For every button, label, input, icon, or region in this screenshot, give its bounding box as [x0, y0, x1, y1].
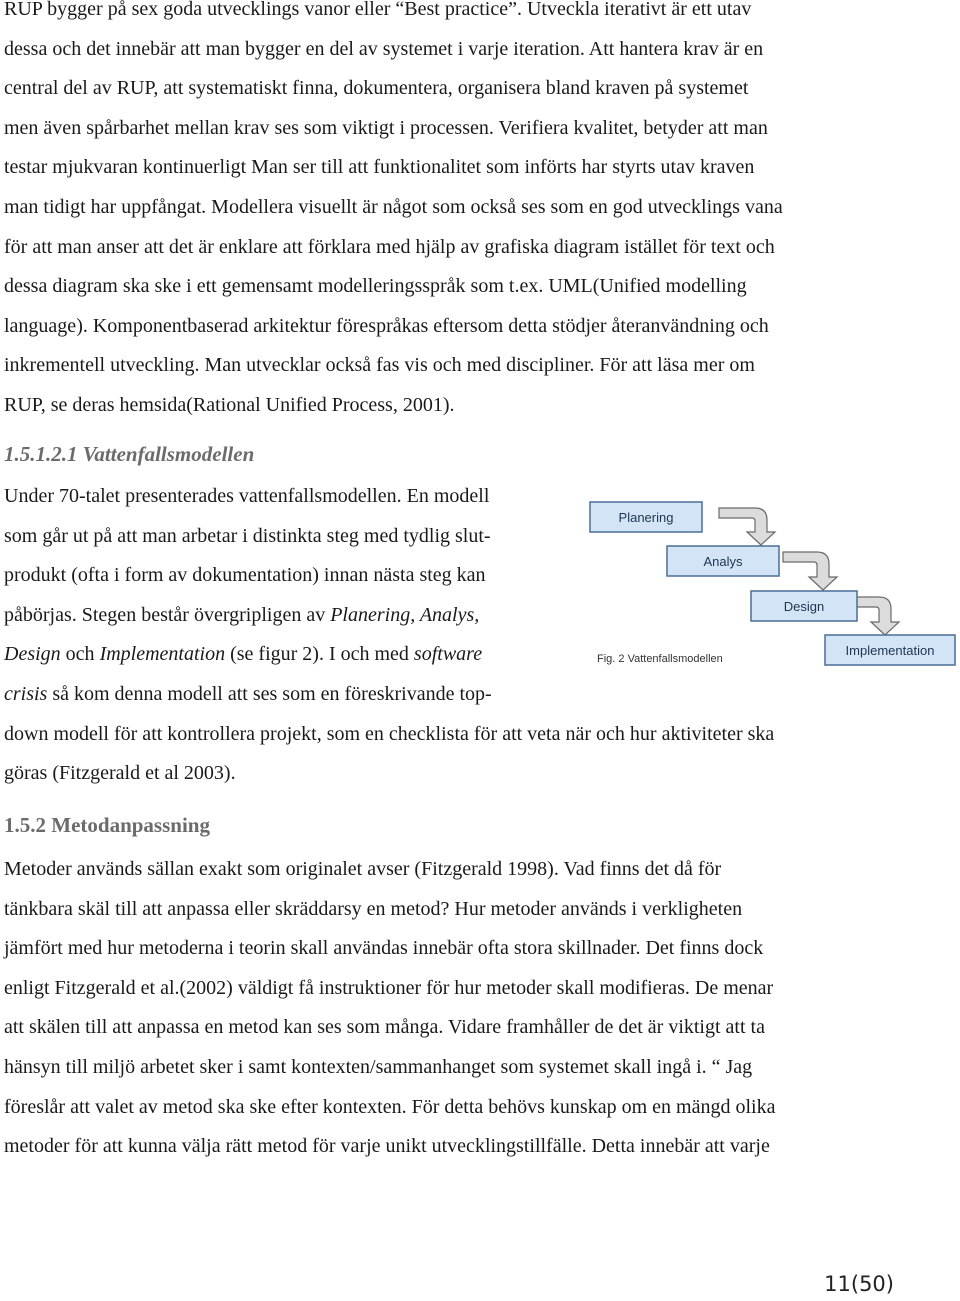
paragraph-method-adaptation [4, 850, 904, 1167]
text-line: enligt Fitzgerald et al.(2002) väldigt få instruktioner för hur metoder skall modifieras. De menar [4, 976, 774, 999]
text-line: language). Komponentbaserad arkitektur förespråkas eftersom detta stödjer återanvändning och [4, 314, 769, 337]
text-line: dessa och det innebär att man bygger en del av systemet i varje iteration. Att hantera krav är en [4, 37, 764, 60]
text-line: testar mjukvaran kontinuerligt Man ser till att funktionalitet som införts har styrts utav kraven [4, 156, 755, 179]
step-label-implementation: Implementation [845, 643, 935, 658]
text-line: metoder för att kunna välja rätt metod för varje unikt utvecklingstillfälle. Detta innebär att varje [4, 1135, 770, 1158]
step-label-analys: Analys [703, 554, 743, 569]
section-heading-waterfall: 1.5.1.2.1 Vattenfallsmodellen [4, 442, 255, 466]
text-segment-italic: Design [4, 643, 61, 666]
text-line: central del av RUP, att systematiskt finna, dokumentera, organisera bland kraven på systemet [4, 77, 749, 100]
text-line: RUP, se deras hemsida(Rational Unified Process, 2001). [4, 393, 455, 416]
text-line: hänsyn till miljö arbetet sker i samt kontexten/sammanhanget som systemet skall ingå i. “ Jag [4, 1055, 753, 1078]
text-line: dessa diagram ska ske i ett gemensamt modelleringsspråk som t.ex. UML(Unified modelling [4, 275, 747, 298]
text-segment: (se figur 2). I och med [225, 643, 414, 666]
text-segment: så kom denna modell att ses som en föreskrivande top- [47, 682, 492, 705]
text-line: jämfört med hur metoderna i teorin skall användas innebär ofta stora skillnader. Det finns dock [4, 937, 764, 960]
text-line: down modell för att kontrollera projekt, som en checklista för att veta när och hur aktiviteter ska [4, 722, 775, 745]
text-line: föreslår att valet av metod ska ske efter kontexten. För detta behövs kunskap om en mängd olika [4, 1095, 776, 1118]
text-line: för att man anser att det är enklare att förklara med hjälp av grafiska diagram istället för text och [4, 235, 775, 258]
page-number: 11(50) [824, 1272, 894, 1296]
text-line: inkrementell utveckling. Man utvecklar också fas vis och med discipliner. För att läsa mer om [4, 354, 755, 377]
arrow-planering-to-analys [719, 508, 775, 545]
waterfall-figure [585, 490, 957, 670]
paragraph-rup-practices [4, 0, 904, 426]
figure-caption: Fig. 2 Vattenfallsmodellen [597, 653, 723, 665]
text-line: att skälen till att anpassa en metod kan ses som många. Vidare framhåller de det är viktigt att ta [4, 1016, 765, 1039]
text-line: Metoder används sällan exakt som originalet avser (Fitzgerald 1998). Vad finns det då för [4, 858, 722, 880]
text-line: produkt (ofta i form av dokumentation) innan nästa steg kan [4, 564, 486, 587]
text-segment-italic: Planering, Analys, [330, 603, 480, 626]
text-segment-italic: crisis [4, 682, 48, 705]
text-segment: påbörjas. Stegen består övergripligen av [4, 603, 331, 626]
text-segment-italic: software [413, 643, 483, 666]
arrow-analys-to-design [783, 552, 837, 590]
text-line: men även spårbarhet mellan krav ses som viktigt i processen. Verifiera kvalitet, betyder att man [4, 116, 768, 139]
section-heading-method: 1.5.2 Metodanpassning [4, 813, 210, 837]
text-line: RUP bygger på sex goda utvecklings vanor eller “Best practice”. Utveckla iterativt är ett utav [4, 0, 752, 20]
text-line [4, 675, 904, 715]
text-line: tänkbara skäl till att anpassa eller skräddarsy en metod? Hur metoder används i verkligheten [4, 897, 743, 920]
text-segment-italic: Implementation [99, 643, 226, 666]
text-line: Under 70-talet presenterades vattenfallsmodellen. En modell [4, 485, 490, 507]
step-label-design: Design [783, 599, 825, 614]
step-label-planering: Planering [618, 510, 674, 525]
text-line: som går ut på att man arbetar i distinkta steg med tydlig slut- [4, 524, 491, 547]
text-segment: och [60, 643, 100, 666]
text-line: göras (Fitzgerald et al 2003). [4, 762, 236, 785]
text-line: man tidigt har uppfångat. Modellera visuellt är något som också ses som en god utvecklings vana [4, 195, 783, 218]
